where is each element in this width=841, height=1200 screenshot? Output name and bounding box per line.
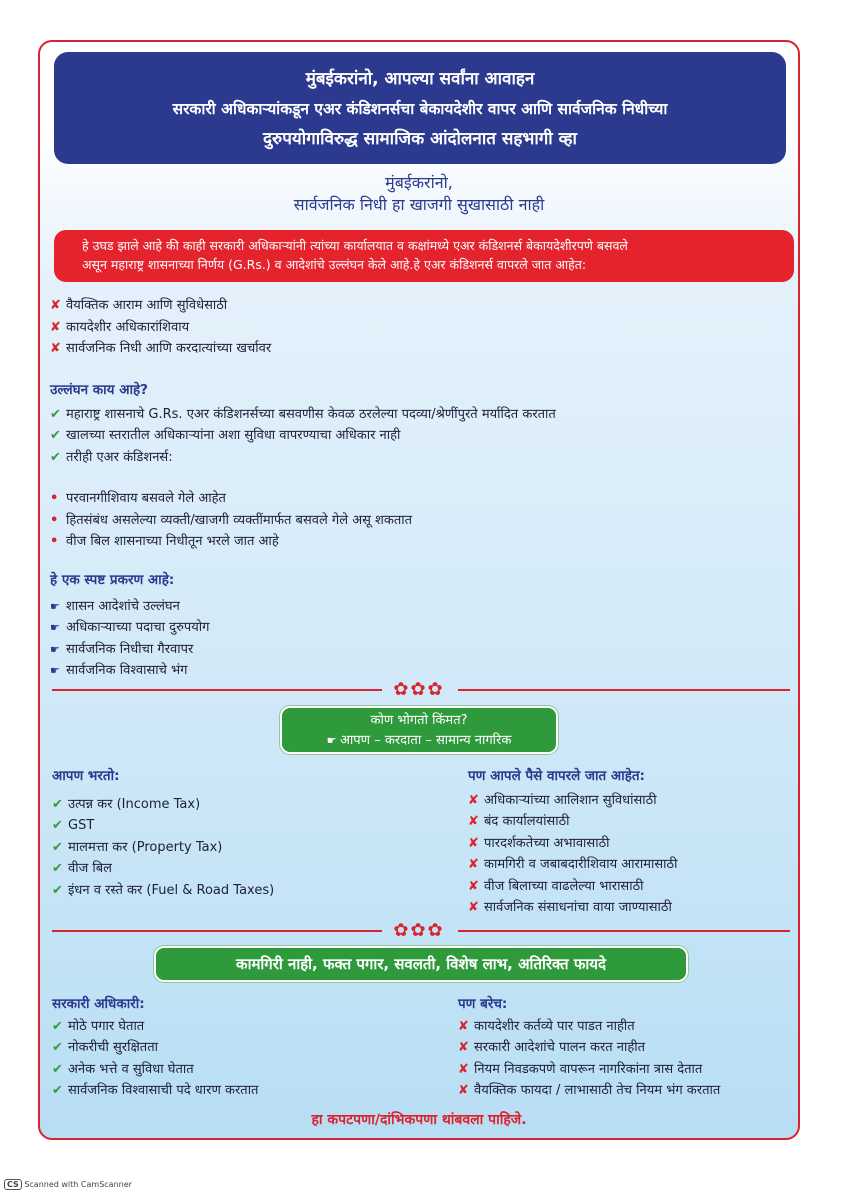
- scanner-watermark: [4, 1180, 132, 1189]
- list-item: ☛ शासन आदेशांचे उल्लंघन: [50, 596, 209, 618]
- section-heading: पण बरेच:: [458, 996, 508, 1012]
- list-item: ✘ वैयक्तिक फायदा / लाभासाठी तेच नियम भंग करतात: [458, 1080, 720, 1102]
- section-heading: पण आपले पैसे वापरले जात आहेत:: [468, 768, 645, 784]
- flower-divider: [40, 679, 798, 701]
- but-many-column: [458, 994, 720, 1102]
- list-item: ✔ मालमत्ता कर (Property Tax): [52, 837, 274, 859]
- cross-icon: ✘: [468, 878, 479, 894]
- list-item: ✘ सार्वजनिक निधी आणि करदात्यांच्या खर्चावर: [50, 338, 271, 360]
- appeal-banner: [54, 52, 786, 164]
- list-item: ☛ सार्वजनिक निधीचा गैरवापर: [50, 639, 209, 661]
- cross-icon: ✘: [458, 1018, 469, 1034]
- list-item: ✘ कायदेशीर अधिकारांशिवाय: [50, 317, 271, 339]
- list-item: ☛ सार्वजनिक विश्वासाचे भंग: [50, 660, 209, 682]
- no-performance-box: कामगिरी नाही, फक्त पगार, सवलती, विशेष लाभ, अतिरिक्त फायदे: [154, 946, 688, 982]
- cross-icon: ✘: [458, 1083, 469, 1098]
- list-item: ✔ खालच्या स्तरातील अधिकाऱ्यांना अशा सुविधा वापरण्याचा अधिकार नाही: [50, 425, 556, 447]
- list-item: ✔ अनेक भत्ते व सुविधा घेतात: [52, 1059, 258, 1081]
- bullet-icon: •: [50, 491, 59, 506]
- cross-icon: ✘: [468, 900, 479, 915]
- cross-icon: ✘: [458, 1061, 469, 1077]
- alert-line-2: असून महाराष्ट्र शासनाच्या निर्णय (G.Rs.) व आदेशांचे उल्लंघन केले आहे.हे एअर कंडिशनर्स वापरले जात आहेत:: [82, 257, 587, 272]
- check-icon: ✔: [52, 882, 63, 898]
- who-pays-box: [280, 706, 558, 754]
- cross-icon: ✘: [468, 814, 479, 829]
- list-item: • परवानगीशिवाय बसवले गेले आहेत: [50, 488, 556, 510]
- list-item: ✔ इंधन व रस्ते कर (Fuel & Road Taxes): [52, 880, 274, 902]
- check-icon: ✔: [52, 839, 63, 855]
- list-item: ✘ वैयक्तिक आराम आणि सुविधेसाठी: [50, 295, 271, 317]
- cross-icon: ✘: [50, 298, 61, 313]
- banner-line-2: सरकारी अधिकाऱ्यांकडून एअर कंडिशनर्सचा बेकायदेशीर वापर आणि सार्वजनिक निधीच्या: [172, 100, 668, 118]
- pointing-hand-icon: ☛: [326, 734, 341, 747]
- list-item: ✔ तरीही एअर कंडिशनर्स:: [50, 447, 556, 469]
- check-icon: ✔: [50, 406, 61, 422]
- who-pays-answer: ☛ आपण – करदाता – सामान्य नागरिक: [326, 733, 512, 748]
- check-icon: ✔: [52, 1040, 63, 1055]
- banner-line-3: दुरुपयोगाविरुद्ध सामाजिक आंदोलनात सहभागी व्हा: [263, 129, 577, 149]
- check-icon: ✔: [52, 1018, 63, 1034]
- check-icon: ✔: [50, 428, 61, 443]
- violation-section: [50, 380, 556, 553]
- list-item: ✘ सरकारी आदेशांचे पालन करत नाहीत: [458, 1037, 720, 1059]
- cross-icon: ✘: [468, 792, 479, 808]
- list-item: ✘ पारदर्शकतेच्या अभावासाठी: [468, 833, 677, 855]
- section-heading: आपण भरतो:: [52, 768, 120, 784]
- check-icon: ✔: [52, 796, 63, 812]
- list-item: ✔ मोठे पगार घेतात: [52, 1016, 258, 1038]
- list-item: ✔ सार्वजनिक विश्वासाची पदे धारण करतात: [52, 1080, 258, 1102]
- list-item: ✘ बंद कार्यालयांसाठी: [468, 811, 677, 833]
- cross-icon: ✘: [50, 341, 61, 356]
- intro-line-2: सार्वजनिक निधी हा खाजगी सुखासाठी नाही: [293, 195, 545, 214]
- scanner-text: Scanned with CamScanner: [24, 1180, 132, 1189]
- check-icon: ✔: [52, 1061, 63, 1077]
- list-item: ☛ अधिकाऱ्याच्या पदाचा दुरुपयोग: [50, 617, 209, 639]
- list-item: • वीज बिल शासनाच्या निधीतून भरले जात आहे: [50, 531, 556, 553]
- check-icon: ✔: [52, 861, 63, 876]
- list-item: ✘ सार्वजनिक संसाधनांचा वाया जाण्यासाठी: [468, 897, 677, 919]
- pointing-hand-icon: ☛: [50, 642, 60, 656]
- flower-icon: ✿✿✿: [393, 679, 445, 700]
- pointing-hand-icon: ☛: [50, 599, 60, 613]
- alert-box: [54, 230, 794, 282]
- list-item: ✘ नियम निवडकपणे वापरून नागरिकांना त्रास देतात: [458, 1059, 720, 1081]
- pointing-hand-icon: ☛: [50, 621, 60, 634]
- section-heading: सरकारी अधिकारी:: [52, 996, 145, 1012]
- cross-icon: ✘: [468, 835, 479, 851]
- list-item: ✔ महाराष्ट्र शासनाचे G.Rs. एअर कंडिशनर्सच्या बसवणीस केवळ ठरलेल्या पदव्या/श्रेणींपुरते मर्यादित करतात: [50, 404, 556, 426]
- cross-icon: ✘: [468, 857, 479, 872]
- list-item: ✘ कामगिरी व जबाबदारीशिवाय आरामासाठी: [468, 854, 677, 876]
- we-pay-column: [52, 766, 274, 901]
- intro-line-1: मुंबईकरांनो,: [385, 173, 453, 192]
- list-item: • हितसंबंध असलेल्या व्यक्ती/खाजगी व्यक्तींमार्फत बसवले गेले असू शकतात: [50, 510, 556, 532]
- pointing-hand-icon: ☛: [50, 664, 60, 677]
- section-heading: उल्लंघन काय आहे?: [50, 382, 149, 398]
- banner-line-1: मुंबईकरांनो, आपल्या सर्वांना आवाहन: [305, 69, 535, 89]
- clear-case-section: [50, 570, 209, 682]
- poster-frame: [38, 40, 800, 1140]
- list-item: ✘ वीज बिलाच्या वाढलेल्या भारासाठी: [468, 876, 677, 898]
- check-icon: ✔: [52, 818, 63, 833]
- bullet-icon: •: [50, 512, 59, 528]
- list-item: ✔ GST: [52, 815, 274, 837]
- section-heading: हे एक स्पष्ट प्रकरण आहे:: [50, 572, 175, 588]
- flower-icon: ✿✿✿: [393, 920, 445, 941]
- check-icon: ✔: [52, 1083, 63, 1098]
- list-item: ✘ अधिकाऱ्यांच्या आलिशान सुविधांसाठी: [468, 790, 677, 812]
- list-item: ✔ उत्पन्न कर (Income Tax): [52, 794, 274, 816]
- check-icon: ✔: [50, 449, 61, 465]
- scanner-badge: CS: [4, 1179, 22, 1190]
- purposes-list: [50, 295, 271, 360]
- cross-icon: ✘: [458, 1040, 469, 1055]
- flower-divider: [40, 920, 798, 942]
- list-item: ✔ नोकरीची सुरक्षितता: [52, 1037, 258, 1059]
- bullet-icon: •: [50, 534, 59, 549]
- cross-icon: ✘: [50, 319, 61, 335]
- intro-heading: [40, 172, 798, 216]
- money-used-column: [468, 766, 677, 919]
- list-item: ✔ वीज बिल: [52, 858, 274, 880]
- who-pays-question: कोण भोगतो किंमत?: [370, 713, 468, 728]
- list-item: ✘ कायदेशीर कर्तव्ये पार पाडत नाहीत: [458, 1016, 720, 1038]
- alert-line-1: हे उघड झाले आहे की काही सरकारी अधिकाऱ्यांनी त्यांच्या कार्यालयात व कक्षांमध्ये एअर कंडिशनर्स बेकायदेशीरपणे बसवले: [82, 238, 628, 253]
- officials-column: [52, 994, 258, 1102]
- closing-statement: हा कपटपणा/दांभिकपणा थांबवला पाहिजे.: [311, 1112, 527, 1128]
